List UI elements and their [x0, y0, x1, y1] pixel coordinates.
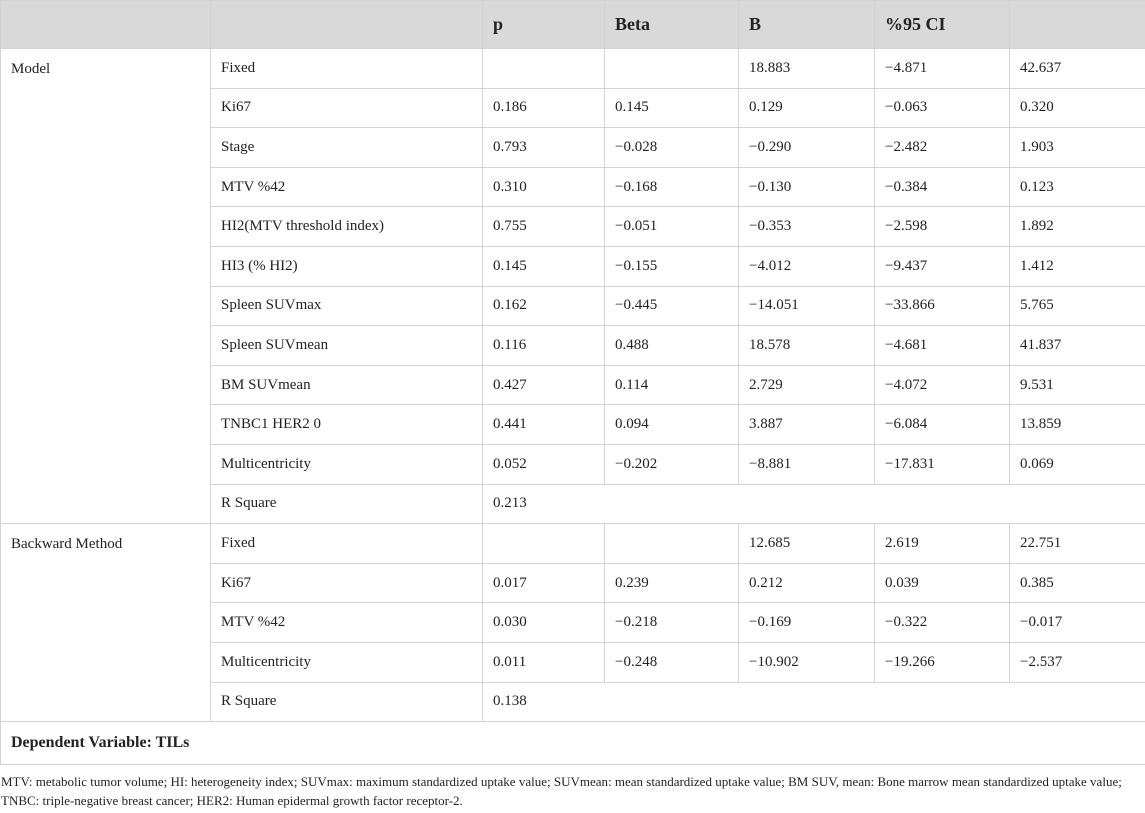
- cell-p: [483, 524, 605, 564]
- cell-beta: [605, 524, 739, 564]
- cell-ci-low: −0.063: [875, 88, 1010, 128]
- cell-ci-high: 1.412: [1010, 246, 1145, 286]
- cell-variable: HI3 (% HI2): [211, 246, 483, 286]
- cell-beta: [605, 49, 739, 89]
- cell-beta: −0.218: [605, 603, 739, 643]
- cell-variable: Ki67: [211, 563, 483, 603]
- cell-p: 0.441: [483, 405, 605, 445]
- cell-p: 0.145: [483, 246, 605, 286]
- cell-variable: Stage: [211, 128, 483, 168]
- cell-ci-high: 1.903: [1010, 128, 1145, 168]
- cell-b: −0.353: [739, 207, 875, 247]
- cell-variable: Fixed: [211, 524, 483, 564]
- cell-beta: 0.114: [605, 365, 739, 405]
- cell-ci-high: 22.751: [1010, 524, 1145, 564]
- cell-p: 0.017: [483, 563, 605, 603]
- cell-beta: −0.168: [605, 167, 739, 207]
- cell-variable: Ki67: [211, 88, 483, 128]
- cell-b: 3.887: [739, 405, 875, 445]
- group-label-model: Model: [1, 49, 211, 524]
- cell-ci-high: −0.017: [1010, 603, 1145, 643]
- cell-beta: −0.155: [605, 246, 739, 286]
- cell-variable: HI2(MTV threshold index): [211, 207, 483, 247]
- cell-beta: 0.094: [605, 405, 739, 445]
- header-b: B: [739, 1, 875, 49]
- cell-p: 0.052: [483, 444, 605, 484]
- cell-b: −10.902: [739, 642, 875, 682]
- cell-ci-low: −4.072: [875, 365, 1010, 405]
- dependent-variable-row: [1, 722, 1145, 765]
- cell-variable: TNBC1 HER2 0: [211, 405, 483, 445]
- cell-ci-low: −4.871: [875, 49, 1010, 89]
- cell-beta: −0.051: [605, 207, 739, 247]
- cell-b: 12.685: [739, 524, 875, 564]
- cell-ci-high: 0.069: [1010, 444, 1145, 484]
- cell-beta: 0.239: [605, 563, 739, 603]
- cell-ci-low: −2.598: [875, 207, 1010, 247]
- cell-b: −0.290: [739, 128, 875, 168]
- cell-b: −0.130: [739, 167, 875, 207]
- header-p: p: [483, 1, 605, 49]
- cell-ci-low: −33.866: [875, 286, 1010, 326]
- cell-b: −14.051: [739, 286, 875, 326]
- cell-ci-low: −19.266: [875, 642, 1010, 682]
- cell-variable: Spleen SUVmean: [211, 326, 483, 366]
- cell-variable: Spleen SUVmax: [211, 286, 483, 326]
- cell-p: 0.427: [483, 365, 605, 405]
- rsquare-label: R Square: [211, 484, 483, 524]
- cell-ci-high: 5.765: [1010, 286, 1145, 326]
- header-group: [1, 1, 211, 49]
- cell-p: 0.793: [483, 128, 605, 168]
- header-ci-upper: [1010, 1, 1145, 49]
- cell-beta: −0.445: [605, 286, 739, 326]
- cell-ci-high: 0.385: [1010, 563, 1145, 603]
- group-label-backward: Backward Method: [1, 524, 211, 722]
- header-beta: Beta: [605, 1, 739, 49]
- cell-b: 18.578: [739, 326, 875, 366]
- cell-ci-high: 13.859: [1010, 405, 1145, 445]
- cell-ci-low: −9.437: [875, 246, 1010, 286]
- cell-ci-low: −2.482: [875, 128, 1010, 168]
- cell-variable: Fixed: [211, 49, 483, 89]
- cell-p: 0.030: [483, 603, 605, 643]
- cell-ci-high: 0.320: [1010, 88, 1145, 128]
- rsquare-label: R Square: [211, 682, 483, 722]
- header-variable: [211, 1, 483, 49]
- cell-p: 0.011: [483, 642, 605, 682]
- cell-ci-high: 0.123: [1010, 167, 1145, 207]
- cell-variable: MTV %42: [211, 167, 483, 207]
- cell-beta: −0.202: [605, 444, 739, 484]
- cell-beta: 0.488: [605, 326, 739, 366]
- cell-p: 0.755: [483, 207, 605, 247]
- header-row: [1, 1, 1145, 49]
- cell-variable: BM SUVmean: [211, 365, 483, 405]
- cell-b: −4.012: [739, 246, 875, 286]
- cell-beta: −0.248: [605, 642, 739, 682]
- cell-ci-high: 9.531: [1010, 365, 1145, 405]
- rsquare-value: 0.138: [483, 682, 1145, 722]
- header-ci: %95 CI: [875, 1, 1010, 49]
- cell-ci-high: 1.892: [1010, 207, 1145, 247]
- cell-ci-low: −6.084: [875, 405, 1010, 445]
- cell-beta: −0.028: [605, 128, 739, 168]
- cell-ci-low: −0.322: [875, 603, 1010, 643]
- cell-ci-low: 0.039: [875, 563, 1010, 603]
- cell-b: 2.729: [739, 365, 875, 405]
- table-row: [1, 49, 1145, 89]
- cell-ci-low: −17.831: [875, 444, 1010, 484]
- cell-ci-high: −2.537: [1010, 642, 1145, 682]
- cell-p: 0.310: [483, 167, 605, 207]
- cell-b: −8.881: [739, 444, 875, 484]
- cell-p: [483, 49, 605, 89]
- rsquare-value: 0.213: [483, 484, 1145, 524]
- table-row: [1, 524, 1145, 564]
- cell-ci-high: 41.837: [1010, 326, 1145, 366]
- cell-ci-low: −4.681: [875, 326, 1010, 366]
- cell-ci-high: 42.637: [1010, 49, 1145, 89]
- cell-beta: 0.145: [605, 88, 739, 128]
- cell-p: 0.116: [483, 326, 605, 366]
- cell-b: 18.883: [739, 49, 875, 89]
- cell-b: 0.129: [739, 88, 875, 128]
- cell-variable: MTV %42: [211, 603, 483, 643]
- cell-b: 0.212: [739, 563, 875, 603]
- cell-b: −0.169: [739, 603, 875, 643]
- table-footnote: MTV: metabolic tumor volume; HI: heterogeneity index; SUVmax: maximum standardized uptake value; SUVmean: mean standardized uptake value; BM SUV, mean: Bone marrow mean standardized uptake value; TNBC: triple-negative breast cancer; HER2: Human epidermal growth factor receptor-2.: [1, 774, 1122, 809]
- cell-variable: Multicentricity: [211, 642, 483, 682]
- cell-variable: Multicentricity: [211, 444, 483, 484]
- cell-p: 0.186: [483, 88, 605, 128]
- cell-ci-low: −0.384: [875, 167, 1010, 207]
- dependent-variable-note: Dependent Variable: TILs: [1, 722, 1145, 765]
- cell-p: 0.162: [483, 286, 605, 326]
- cell-ci-low: 2.619: [875, 524, 1010, 564]
